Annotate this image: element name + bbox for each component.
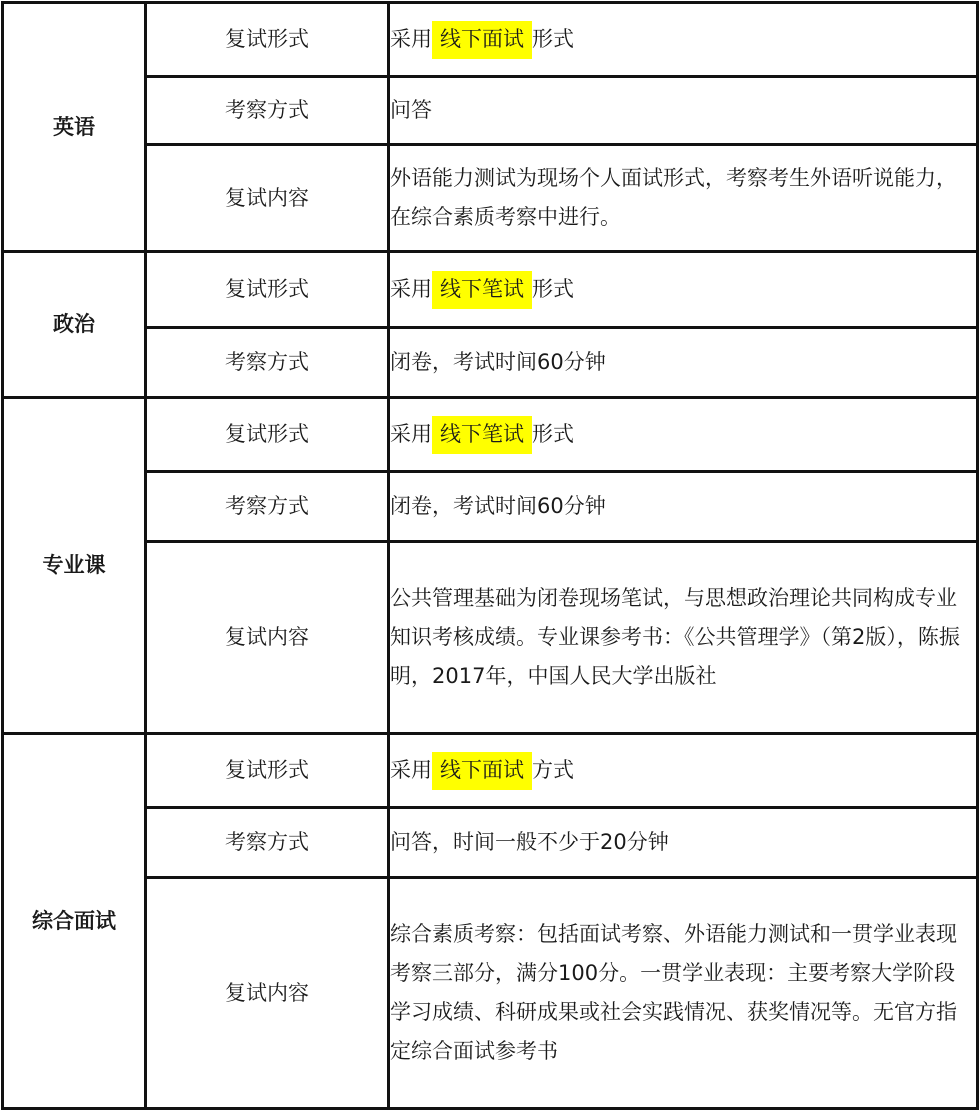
- exam-info-table: [1, 1, 979, 1110]
- content-paragraph: 公共管理基础为闭卷现场笔试，与思想政治理论共同构成专业知识考核成绩。专业课参考书：《公共管理学》（第2版），陈振明，2017年，中国人民大学出版社: [390, 586, 960, 688]
- row-label: 复试形式: [146, 3, 389, 77]
- table-row: [3, 77, 978, 145]
- highlighted-text: 线下面试: [432, 752, 532, 790]
- row-label: 考察方式: [146, 472, 389, 542]
- subject-cell-politics: 政治: [3, 252, 146, 398]
- content-paragraph: 综合素质考察：包括面试考察、外语能力测试和一贯学业表现考察三部分，满分100分。一贯学业表现：主要考察大学阶段学习成绩、科研成果或社会实践情况、获奖情况等。无官方指定综合面试参考书: [390, 922, 957, 1063]
- content-prefix: 采用: [390, 422, 432, 446]
- row-label: 复试形式: [146, 734, 389, 808]
- row-content: [389, 542, 978, 734]
- row-label: 考察方式: [146, 808, 389, 878]
- table-row: [3, 542, 978, 734]
- table-row: [3, 472, 978, 542]
- content-suffix: 形式: [532, 422, 574, 446]
- content-paragraph: 外语能力测试为现场个人面试形式，考察考生外语听说能力，在综合素质考察中进行。: [390, 166, 957, 229]
- row-content: [389, 734, 978, 808]
- row-label: 复试形式: [146, 252, 389, 328]
- table-row: [3, 878, 978, 1109]
- row-label: 复试内容: [146, 145, 389, 252]
- table-row: [3, 328, 978, 398]
- row-label: 复试形式: [146, 398, 389, 472]
- row-label: 复试内容: [146, 878, 389, 1109]
- row-label: 考察方式: [146, 328, 389, 398]
- subject-cell-major-course: 专业课: [3, 398, 146, 734]
- row-content: 闭卷，考试时间60分钟: [389, 328, 978, 398]
- row-content: [389, 878, 978, 1109]
- row-content: [389, 252, 978, 328]
- content-prefix: 采用: [390, 277, 432, 301]
- table-row: [3, 808, 978, 878]
- row-content: [389, 398, 978, 472]
- content-suffix: 形式: [532, 277, 574, 301]
- row-label: 复试内容: [146, 542, 389, 734]
- table-row: [3, 734, 978, 808]
- table-row: [3, 398, 978, 472]
- subject-cell-english: 英语: [3, 3, 146, 252]
- content-suffix: 方式: [532, 758, 574, 782]
- content-prefix: 采用: [390, 758, 432, 782]
- table-row: [3, 145, 978, 252]
- row-content: [389, 3, 978, 77]
- highlighted-text: 线下笔试: [432, 271, 532, 309]
- subject-cell-comprehensive-interview: 综合面试: [3, 734, 146, 1109]
- highlighted-text: 线下笔试: [432, 416, 532, 454]
- highlighted-text: 线下面试: [432, 21, 532, 59]
- row-label: 考察方式: [146, 77, 389, 145]
- row-content: 问答: [389, 77, 978, 145]
- content-prefix: 采用: [390, 27, 432, 51]
- row-content: [389, 145, 978, 252]
- table-row: [3, 252, 978, 328]
- row-content: 问答，时间一般不少于20分钟: [389, 808, 978, 878]
- table-row: [3, 3, 978, 77]
- content-suffix: 形式: [532, 27, 574, 51]
- row-content: 闭卷，考试时间60分钟: [389, 472, 978, 542]
